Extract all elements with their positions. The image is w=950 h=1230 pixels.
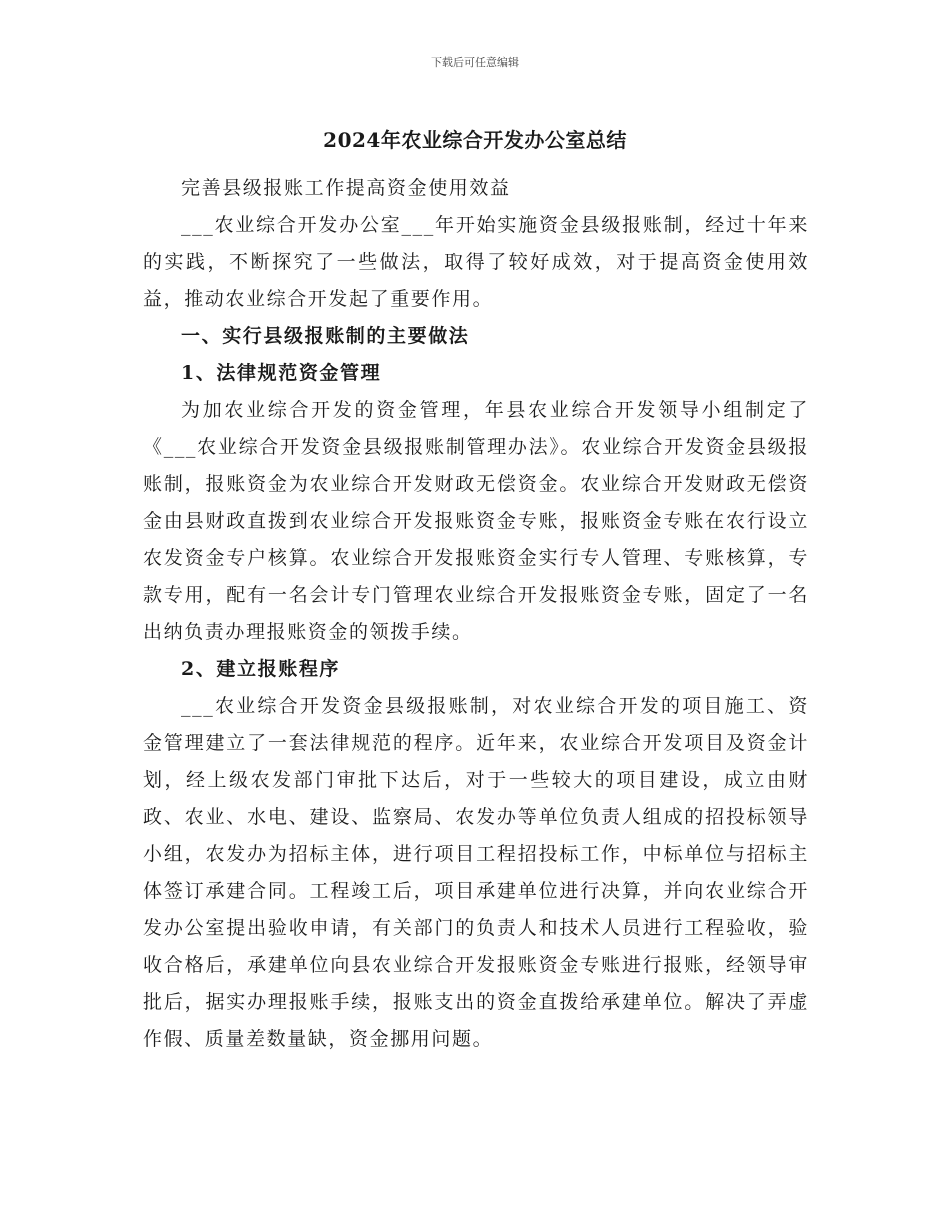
page-header-note: 下载后可任意编辑 — [431, 56, 519, 69]
subsection-1-paragraph: 为加农业综合开发的资金管理，年县农业综合开发领导小组制定了《___农业综合开发资金县级报账制管理办法》。农业综合开发资金县级报账制，报账资金为农业综合开发财政无偿资金。农业综合开发财政无偿资金由县财政直拨到农业综合开发报账资金专账，报账资金专账在农行设立农发资金专户核算。农业综合开发报账资金实行专人管理、专账核算，专款专用，配有一名会计专门管理农业综合开发报账资金专账，固定了一名出纳负责办理报账资金的领拨手续。 — [143, 399, 809, 643]
document-subtitle: 完善县级报账工作提高资金使用效益 — [181, 177, 511, 199]
document-title: 2024年农业综合开发办公室总结 — [323, 128, 627, 152]
section-heading-1: 一、实行县级报账制的主要做法 — [181, 325, 470, 347]
subsection-heading-2: 2、建立报账程序 — [181, 658, 341, 680]
intro-paragraph: ___农业综合开发办公室___年开始实施资金县级报账制，经过十年来的实践，不断探究了一些做法，取得了较好成效，对于提高资金使用效益，推动农业综合开发起了重要作用。 — [143, 214, 809, 310]
subsection-2-paragraph: ___农业综合开发资金县级报账制，对农业综合开发的项目施工、资金管理建立了一套法律规范的程序。近年来，农业综合开发项目及资金计划，经上级农发部门审批下达后，对于一些较大的项目建设，成立由财政、农业、水电、建设、监察局、农发办等单位负责人组成的招投标领导小组，农发办为招标主体，进行项目工程招投标工作，中标单位与招标主体签订承建合同。工程竣工后，项目承建单位进行决算，并向农业综合开发办公室提出验收申请，有关部门的负责人和技术人员进行工程验收，验收合格后，承建单位向县农业综合开发报账资金专账进行报账，经领导审批后，据实办理报账手续，报账支出的资金直拨给承建单位。解决了弄虚作假、质量差数量缺，资金挪用问题。 — [143, 695, 809, 1050]
document-body — [143, 170, 809, 1058]
subsection-heading-1: 1、法律规范资金管理 — [181, 362, 382, 384]
